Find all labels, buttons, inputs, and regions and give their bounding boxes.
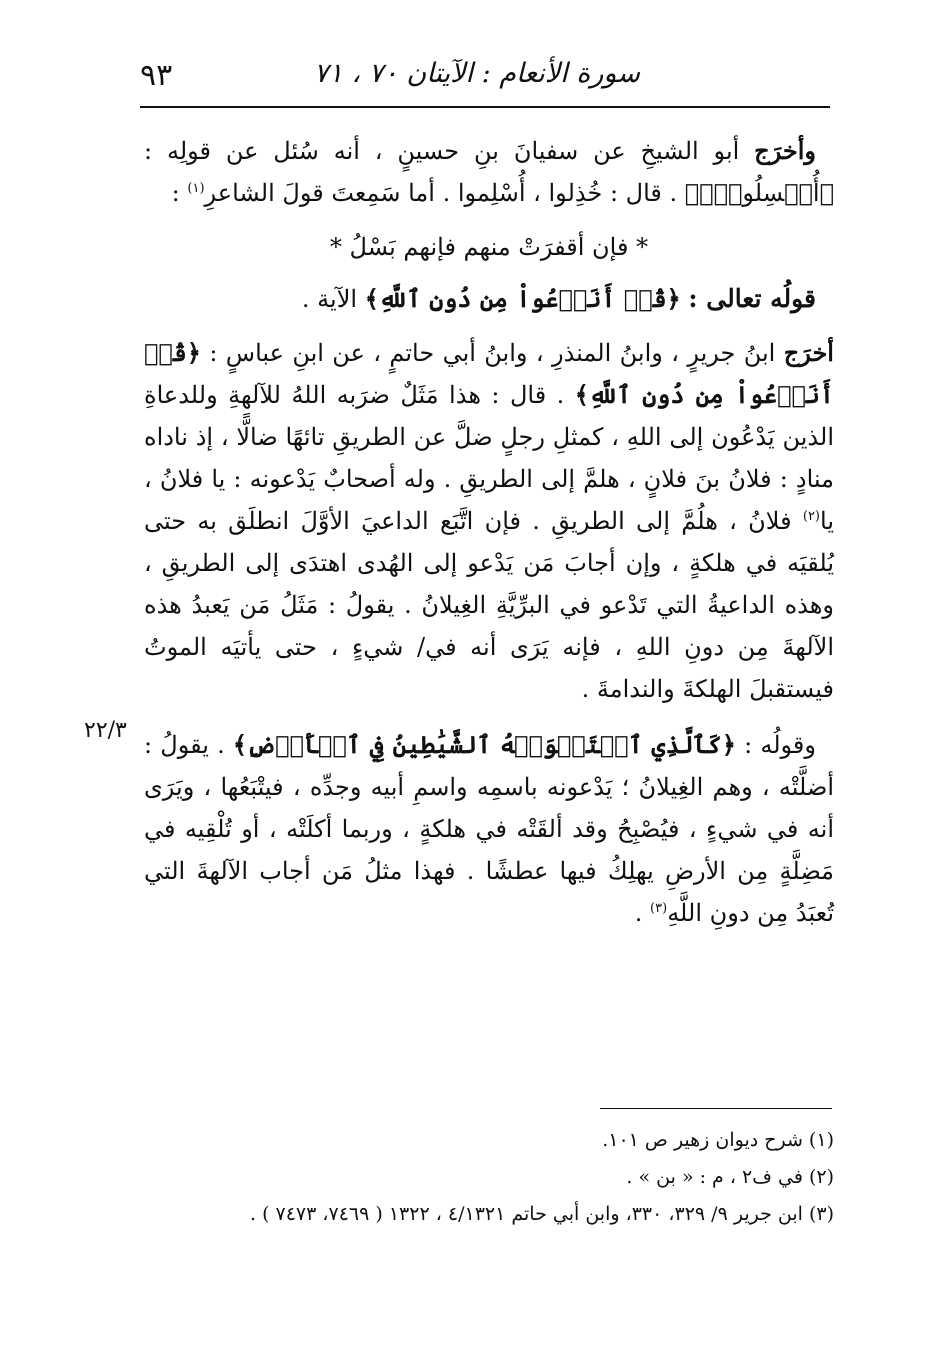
- page-number: ٩٣: [140, 58, 173, 93]
- paragraph-2-quran-quote: ﴿قُلۡ أَنَدۡعُواْ مِن دُونِ ٱللَّهِ﴾: [144, 338, 834, 409]
- footnote-divider: [600, 1108, 832, 1109]
- heading-tail: الآية .: [301, 285, 358, 313]
- running-header: سورة الأنعام : الآيتان ٧٠ ، ٧١: [313, 58, 640, 89]
- footnote-3: (٣) ابن جرير ٩/ ٣٢٩، ٣٣٠، وابن أبي حاتم ٤/١٣٢١ ، ١٣٢٢ ( ٧٤٦٩، ٧٤٧٣ ) .: [249, 1203, 834, 1225]
- margin-volume-page-note: ٢٢/٣: [84, 718, 127, 743]
- heading-label: قولُه تعالى :: [688, 284, 816, 313]
- paragraph-2-text-3: فلانُ ، هلُمَّ إلى الطريقِ . فإن اتَّبَع الداعيَ الأوَّلَ انطلَق به حتى يُلقيَه في هلكةٍ ، وإن أجابَ مَن يَدْعو إلى الهُدى اهتدَى إلى الطريقِ ، وهذه الداعيةُ التي تَدْعو في البرِّيَّةِ الغِيلانُ . يقولُ : مَثَلُ مَن يَعبدُ هذه الآلهةَ مِن دونِ اللهِ ، فإنه يَرَى أنه في/ شيءٍ ، حتى يأتيَه الموتُ فيستقبلَ الهلكةَ والندامةَ .: [144, 507, 834, 703]
- paragraph-3-text-2: . يقولُ : أضلَّتْه ، وهم الغِيلانُ ؛ يَدْعونه باسمِه واسمِ أبيه وجدِّه ، فيتْبَعُها ، ويَرَى أنه في شيءٍ ، فيُصْبِحُ وقد ألقَتْه في هلكةٍ ، وربما أكلَتْه ، أو تُلْقِيه في مَضِلَّةٍ مِن الأرضِ يهلِكُ فيها عطشًا . فهذا مثلُ مَن أجاب الآلهةَ التي تُعبَدُ مِن دونِ اللَّهِ: [144, 731, 834, 927]
- paragraph-1-lead: وأخرَج: [754, 136, 816, 165]
- section-heading: [144, 278, 834, 320]
- paragraph-3-quran-quote: ﴿كَٱلَّذِي ٱسۡتَهۡوَتۡهُ ٱلشَّيَٰطِينُ فِي ٱلۡأَرۡضِ﴾: [232, 730, 736, 759]
- footnote-2: (٢) في ف٢ ، م : « بن » .: [626, 1166, 834, 1188]
- footnotes: [144, 1122, 834, 1233]
- paragraph-2-text-1: ابنُ جريرٍ ، وابنُ المنذرِ ، وابنُ أبي حاتمٍ ، عن ابنِ عباسٍ :: [209, 339, 776, 367]
- footnote-ref-2: (٢): [802, 509, 820, 524]
- paragraph-1-end: :: [171, 179, 188, 207]
- paragraph-1: [144, 130, 834, 214]
- paragraph-3-text-1: وقولُه :: [744, 731, 816, 759]
- footnote-ref-1: (١): [187, 181, 205, 196]
- footnote-1: (١) شرح ديوان زهير ص ١٠١.: [602, 1129, 834, 1151]
- paragraph-1-text: أبو الشيخِ عن سفيانَ بنِ حسينٍ ، أنه سُئل عن قولِه : ﴿أُبۡسِلُواْۖ﴾ . قال : خُذِلوا ، أُسْلِموا . أما سَمِعتَ قولَ الشاعرِ: [144, 137, 834, 207]
- paragraph-3-end: .: [634, 899, 651, 927]
- header-divider: [140, 106, 830, 108]
- poetry-verse: * فإن أقفرَتْ منهم فإنهم بَسْلُ *: [329, 233, 649, 261]
- footnote-ref-3: (٣): [650, 901, 668, 916]
- main-text: [144, 130, 834, 934]
- heading-quran-quote: ﴿قُلۡ أَنَدۡعُواْ مِن دُونِ ٱللَّهِ﴾: [364, 284, 681, 313]
- paragraph-2: [144, 332, 834, 710]
- paragraph-2-text-2: . قال : هذا مَثَلٌ ضرَبه اللهُ للآلهةِ وللدعاةِ الذين يَدْعُون إلى اللهِ ، كمثلِ رجلٍ ضلَّ عن الطريقِ تائهًا ضالًّا ، إذ ناداه منادٍ : فلانُ بنَ فلانٍ ، هلمَّ إلى الطريقِ . وله أصحابٌ يَدْعونه : يا فلانُ ، يا: [144, 381, 834, 535]
- paragraph-2-lead: أخرَج: [783, 338, 834, 367]
- paragraph-3: [144, 724, 834, 934]
